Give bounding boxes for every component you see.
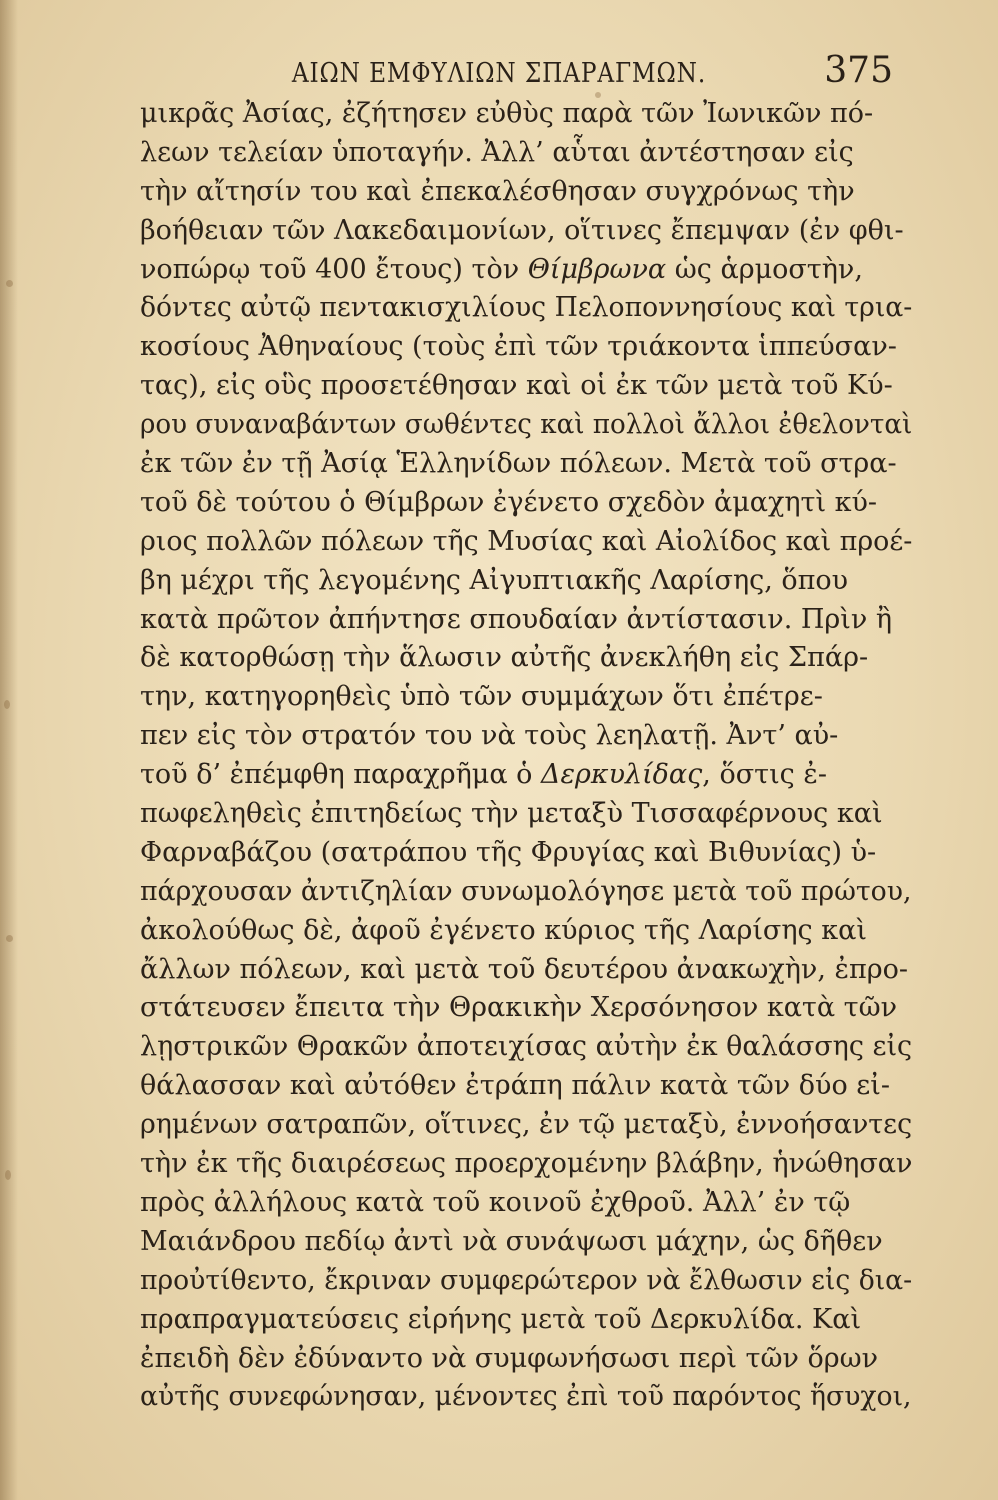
- running-title: ΑΙΩΝ ΕΜΦΥΛΙΩΝ ΣΠΑΡΑΓΜΩΝ.: [291, 58, 707, 89]
- text-line: πωφεληθεὶς ἐπιτηδείως τὴν μεταξὺ Τισσαφέρνους καὶ: [140, 798, 883, 830]
- page-edge-shadow: [0, 0, 18, 1500]
- text-line: θάλασσαν καὶ αὐτόθεν ἐτράπη πάλιν κατὰ τῶν δύο εἰ-: [140, 1070, 891, 1102]
- text-line: προὐτίθεντο, ἔκριναν συμφερώτερον νὰ ἔλθωσιν εἰς δια-: [140, 1264, 913, 1296]
- text-line: τας), εἰς οὓς προσετέθησαν καὶ οἱ ἐκ τῶν μετὰ τοῦ Κύ-: [140, 370, 893, 402]
- page-header: [0, 50, 998, 100]
- text-line: κατὰ πρῶτον ἀπήντησε σπουδαίαν ἀντίστασιν. Πρὶν ἢ: [140, 603, 893, 635]
- text-line: ἐκ τῶν ἐν τῇ Ἀσίᾳ Ἑλληνίδων πόλεων. Μετὰ τοῦ στρα-: [140, 448, 897, 480]
- text-line: νοπώρῳ τοῦ 400 ἔτους) τὸν Θίμβρωνα ὡς ἁρμοστὴν,: [140, 253, 863, 285]
- text-line: ἀκολούθως δὲ, ἀφοῦ ἐγένετο κύριος τῆς Λαρίσης καὶ: [140, 914, 867, 946]
- text-line: ρου συναναβάντων σωθέντες καὶ πολλοὶ ἄλλοι ἐθελονταὶ: [140, 409, 913, 441]
- text-line: μικρᾶς Ἀσίας, ἐζήτησεν εὐθὺς παρὰ τῶν Ἰωνικῶν πό-: [140, 98, 874, 129]
- text-line: ἐπειδὴ δὲν ἐδύναντο νὰ συμφωνήσωσι περὶ τῶν ὅρων: [140, 1342, 879, 1374]
- text-line: τὴν ἐκ τῆς διαιρέσεως προερχομένην βλάβην, ἡνώθησαν: [140, 1148, 913, 1180]
- text-line: δόντες αὐτῷ πεντακισχιλίους Πελοποννησίους καὶ τρια-: [140, 292, 913, 324]
- text-line: πραπραγματεύσεις εἰρήνης μετὰ τοῦ Δερκυλίδα. Καὶ: [140, 1303, 862, 1335]
- text-line: ἄλλων πόλεων, καὶ μετὰ τοῦ δευτέρου ἀνακωχὴν, ἐπρο-: [140, 953, 908, 985]
- text-line: πεν εἰς τὸν στρατόν του νὰ τοὺς λεηλατῇ. Ἀντ’ αὐ-: [140, 720, 839, 752]
- text-line: Φαρναβάζου (σατράπου τῆς Φρυγίας καὶ Βιθυνίας) ὑ-: [140, 836, 877, 868]
- page-number: 375: [824, 50, 893, 91]
- text-line: πρὸς ἀλλήλους κατὰ τοῦ κοινοῦ ἐχθροῦ. Ἀλλ’ ἐν τῷ: [140, 1186, 851, 1218]
- text-line: βοήθειαν τῶν Λακεδαιμονίων, οἵτινες ἔπεμψαν (ἐν φθι-: [140, 214, 904, 246]
- foxing-spot: [4, 700, 10, 709]
- text-line: βη μέχρι τῆς λεγομένης Αἰγυπτιακῆς Λαρίσης, ὅπου: [140, 564, 849, 596]
- text-line: ρημένων σατραπῶν, οἵτινες, ἐν τῷ μεταξὺ, ἐννοήσαντες: [140, 1109, 913, 1141]
- text-line: πάρχουσαν ἀντιζηλίαν συνωμολόγησε μετὰ τοῦ πρώτου,: [140, 875, 912, 907]
- text-line: λῃστρικῶν Θρακῶν ἀποτειχίσας αὐτὴν ἐκ θαλάσσης εἰς: [140, 1031, 913, 1063]
- text-line: Μαιάνδρου πεδίῳ ἀντὶ νὰ συνάψωσι μάχην, ὡς δῆθεν: [140, 1225, 883, 1257]
- text-line: λεων τελείαν ὑποταγήν. Ἀλλ’ αὗται ἀντέστησαν εἰς: [140, 136, 854, 168]
- foxing-spot: [6, 280, 13, 287]
- text-line: τοῦ δὲ τούτου ὁ Θίμβρων ἐγένετο σχεδὸν ἀμαχητὶ κύ-: [140, 486, 878, 518]
- foxing-spot: [6, 935, 13, 942]
- text-line: την, κατηγορηθεὶς ὑπὸ τῶν συμμάχων ὅτι ἐπέτρε-: [140, 681, 823, 713]
- text-line: τὴν αἴτησίν του καὶ ἐπεκαλέσθησαν συγχρόνως τὴν: [140, 175, 855, 207]
- text-line: αὐτῆς συνεφώνησαν, μένοντες ἐπὶ τοῦ παρόντος ἥσυχοι,: [140, 1381, 912, 1413]
- foxing-spot: [5, 1170, 11, 1180]
- text-line: κοσίους Ἀθηναίους (τοὺς ἐπὶ τῶν τριάκοντα ἱππεύσαν-: [140, 331, 897, 363]
- text-line: τοῦ δ’ ἐπέμφθη παραχρῆμα ὁ Δερκυλίδας, ὅστις ἐ-: [140, 759, 827, 791]
- text-line: ριος πολλῶν πόλεων τῆς Μυσίας καὶ Αἰολίδος καὶ προέ-: [140, 525, 913, 557]
- text-line: στάτευσεν ἔπειτα τὴν Θρακικὴν Χερσόνησον κατὰ τῶν: [140, 992, 898, 1024]
- text-line: δὲ κατορθώσῃ τὴν ἅλωσιν αὐτῆς ἀνεκλήθη εἰς Σπάρ-: [140, 642, 869, 674]
- body-text: [140, 95, 912, 1417]
